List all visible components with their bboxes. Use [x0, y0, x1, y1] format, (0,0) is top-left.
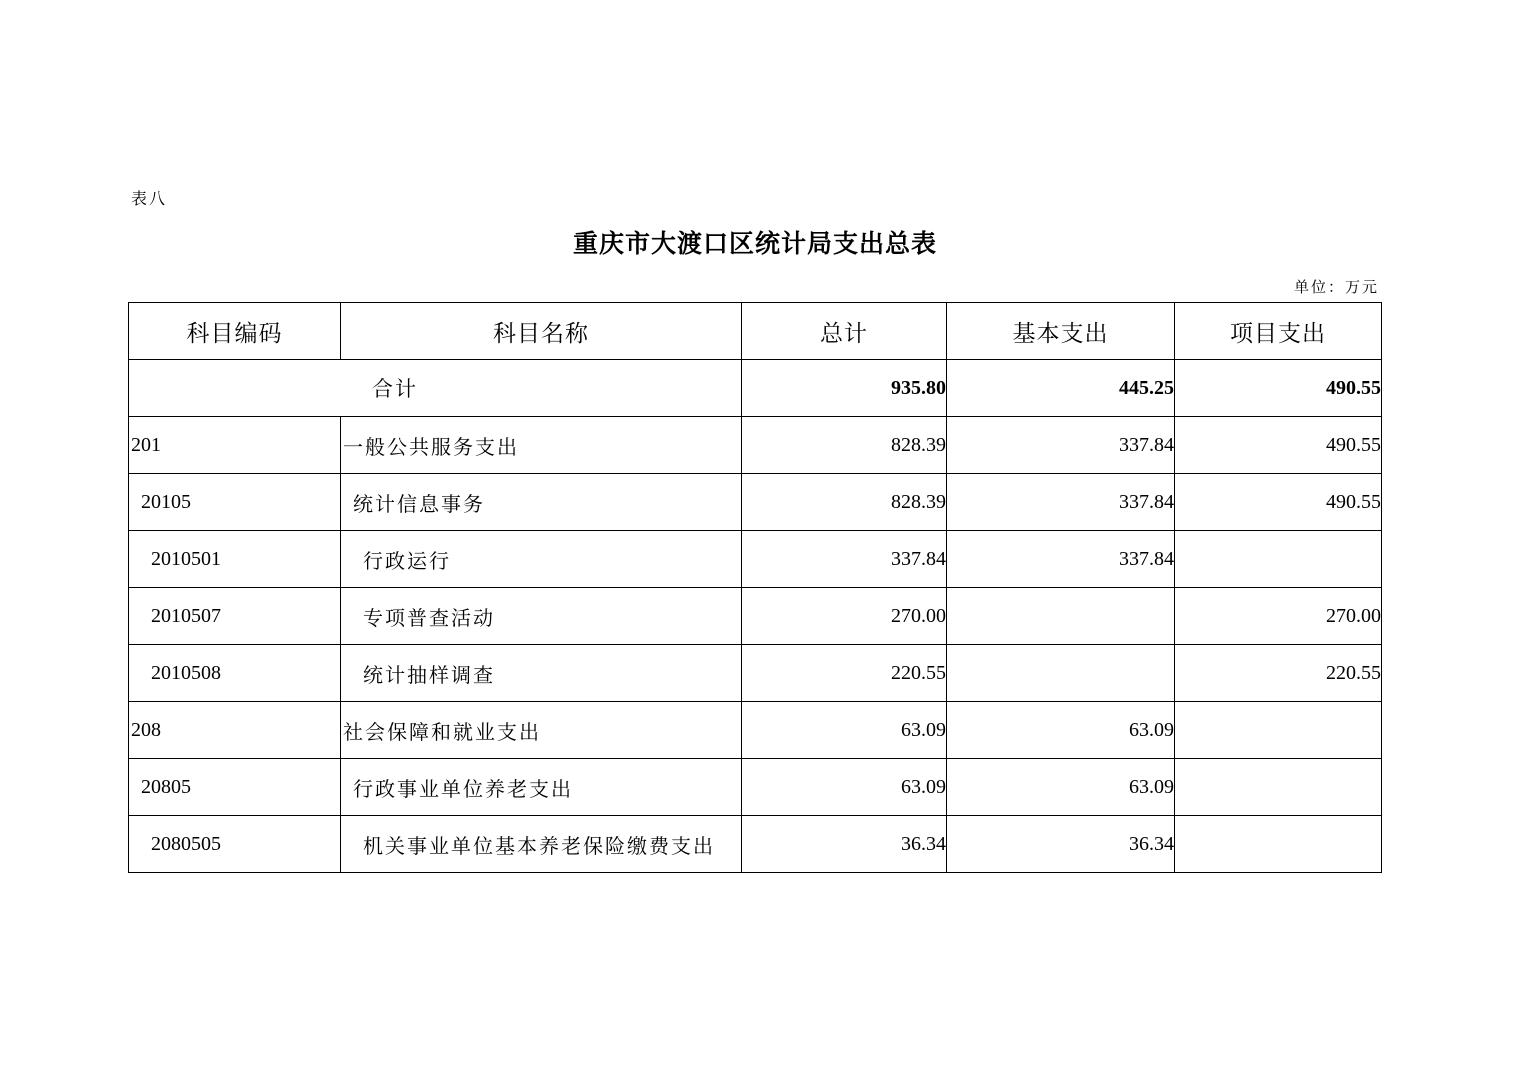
cell-subject-name: 专项普查活动 [341, 588, 742, 645]
cell-project-expenditure [1175, 531, 1382, 588]
cell-subject-code: 20105 [129, 474, 341, 531]
cell-total: 63.09 [742, 759, 947, 816]
cell-basic-expenditure [947, 645, 1175, 702]
total-cell-project: 490.55 [1175, 360, 1382, 417]
cell-total: 36.34 [742, 816, 947, 873]
cell-subject-name: 统计信息事务 [341, 474, 742, 531]
header-row [129, 303, 1382, 360]
table-row [129, 702, 1382, 759]
cell-project-expenditure: 220.55 [1175, 645, 1382, 702]
cell-subject-code: 2010507 [129, 588, 341, 645]
cell-subject-name: 一般公共服务支出 [341, 417, 742, 474]
table-row [129, 759, 1382, 816]
cell-subject-code: 20805 [129, 759, 341, 816]
cell-project-expenditure [1175, 816, 1382, 873]
cell-subject-code: 2010501 [129, 531, 341, 588]
total-cell-basic: 445.25 [947, 360, 1175, 417]
header-total: 总计 [742, 303, 947, 360]
cell-subject-name: 行政事业单位养老支出 [341, 759, 742, 816]
header-project-expenditure: 项目支出 [1175, 303, 1382, 360]
cell-subject-name: 行政运行 [341, 531, 742, 588]
cell-total: 220.55 [742, 645, 947, 702]
header-subject-name: 科目名称 [341, 303, 742, 360]
unit-label: 单位：万元 [1293, 278, 1379, 296]
total-label: 合计 [129, 360, 742, 417]
table-row [129, 645, 1382, 702]
cell-project-expenditure: 490.55 [1175, 474, 1382, 531]
cell-subject-name: 统计抽样调查 [341, 645, 742, 702]
cell-subject-code: 208 [129, 702, 341, 759]
cell-subject-code: 2010508 [129, 645, 341, 702]
total-cell-total: 935.80 [742, 360, 947, 417]
cell-total: 63.09 [742, 702, 947, 759]
cell-basic-expenditure: 63.09 [947, 759, 1175, 816]
table-row [129, 474, 1382, 531]
cell-total: 337.84 [742, 531, 947, 588]
cell-total: 828.39 [742, 417, 947, 474]
header-basic-expenditure: 基本支出 [947, 303, 1175, 360]
cell-project-expenditure [1175, 759, 1382, 816]
cell-project-expenditure: 270.00 [1175, 588, 1382, 645]
cell-total: 270.00 [742, 588, 947, 645]
total-row [129, 360, 1382, 417]
cell-basic-expenditure: 337.84 [947, 474, 1175, 531]
table-row [129, 588, 1382, 645]
header-subject-code: 科目编码 [129, 303, 341, 360]
table-row [129, 531, 1382, 588]
cell-basic-expenditure: 36.34 [947, 816, 1175, 873]
table-row [129, 417, 1382, 474]
cell-total: 828.39 [742, 474, 947, 531]
cell-basic-expenditure [947, 588, 1175, 645]
cell-project-expenditure: 490.55 [1175, 417, 1382, 474]
cell-basic-expenditure: 337.84 [947, 417, 1175, 474]
cell-basic-expenditure: 337.84 [947, 531, 1175, 588]
table-number-label: 表八 [131, 189, 168, 208]
cell-subject-name: 社会保障和就业支出 [341, 702, 742, 759]
cell-subject-code: 201 [129, 417, 341, 474]
cell-subject-code: 2080505 [129, 816, 341, 873]
cell-project-expenditure [1175, 702, 1382, 759]
document-title: 重庆市大渡口区统计局支出总表 [572, 229, 937, 258]
cell-basic-expenditure: 63.09 [947, 702, 1175, 759]
table-row [129, 816, 1382, 873]
expenditure-table [128, 302, 1382, 873]
cell-subject-name: 机关事业单位基本养老保险缴费支出 [341, 816, 742, 873]
